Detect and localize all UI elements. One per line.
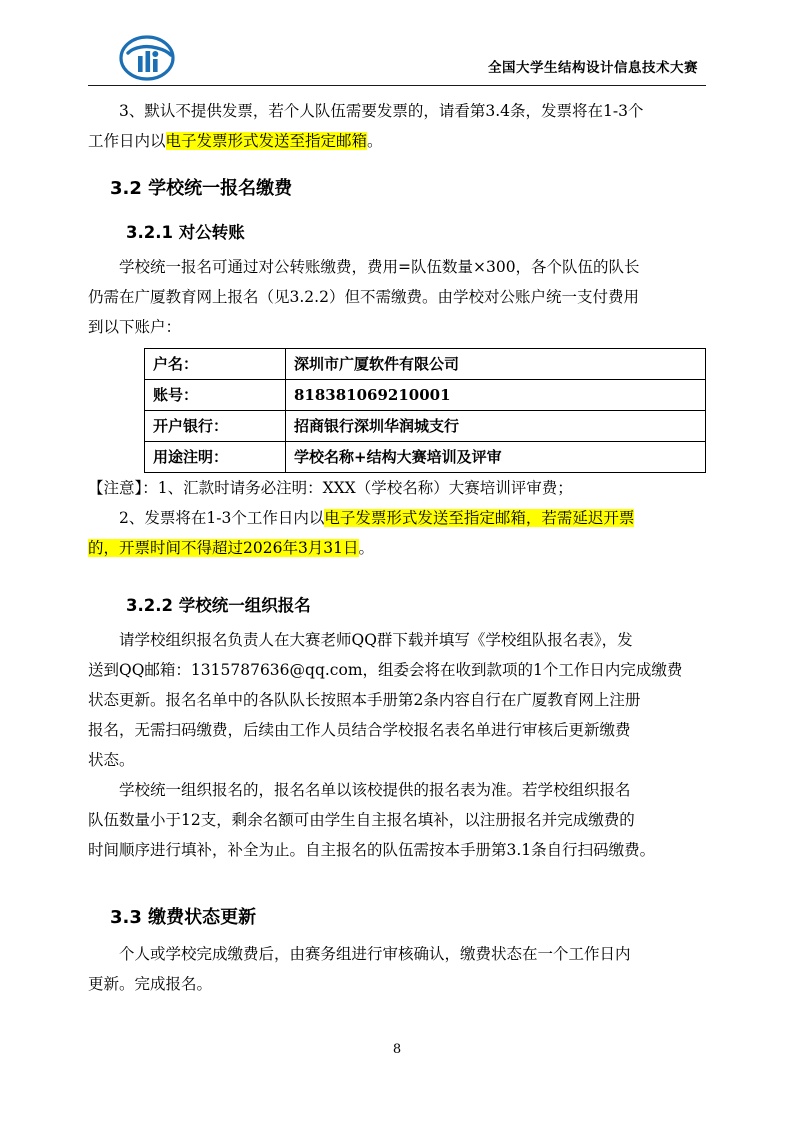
item3-highlight: 电子发票形式发送至指定邮箱 <box>165 132 368 150</box>
heading-3-3: 3.3 缴费状态更新 <box>110 907 257 928</box>
heading-3-2-2: 3.2.2 学校统一组织报名 <box>126 596 311 615</box>
paragraph-3-3-line2: 更新。完成报名。 <box>88 975 213 993</box>
paragraph-3-2-2b-line2: 队伍数量小于12支，剩余名额可由学生自主报名填补，以注册报名并完成缴费的 <box>88 811 635 829</box>
table-row <box>145 411 706 442</box>
paragraph-3-2-1-line1: 学校统一报名可通过对公转账缴费，费用=队伍数量×300，各个队伍的队长 <box>119 258 640 276</box>
document-body <box>88 86 706 999</box>
note-line-2-prefix: 2、发票将在1-3个工作日内以 <box>119 509 325 527</box>
page-number: 8 <box>392 1042 402 1057</box>
note-line-2 <box>88 503 706 533</box>
note-line-3 <box>88 533 706 563</box>
paragraph-3-2-2b-line1: 学校统一组织报名的，报名名单以该校提供的报名表为准。若学校组织报名 <box>119 781 631 799</box>
paragraph-item-3-line2 <box>88 126 706 156</box>
heading-3-2-1: 3.2.1 对公转账 <box>126 223 245 242</box>
page-header <box>88 26 706 82</box>
paragraph-3-2-2-line3: 状态更新。报名名单中的各队队长按照本手册第2条内容自行在广厦教育网上注册 <box>88 691 641 709</box>
note-line-1: 【注意】：1、汇款时请务必注明：XXX（学校名称）大赛培训评审费； <box>88 479 573 497</box>
note-line-3-highlight: 的，开票时间不得超过2026年3月31日 <box>88 539 359 557</box>
paragraph-3-2-2b-line3: 时间顺序进行填补，补全为止。自主报名的队伍需按本手册第3.1条自行扫码缴费。 <box>88 841 656 859</box>
item3-text-part2: 工作日内以 <box>88 132 166 150</box>
paragraph-item-3 <box>88 96 706 126</box>
paragraph-3-2-1-line2: 仍需在广厦教育网上报名（见3.2.2）但不需缴费。由学校对公账户统一支付费用 <box>88 288 639 306</box>
table-cell-label: 户名： <box>145 349 286 380</box>
paragraph-3-2-2-line1: 请学校组织报名负责人在大赛老师QQ群下载并填写《学校组队报名表》，发 <box>119 631 633 649</box>
paragraph-3-2-2-line5: 状态。 <box>88 751 135 769</box>
account-info-table <box>144 348 706 473</box>
item3-text-part1: 3、默认不提供发票，若个人队伍需要发票的，请看第3.4条，发票将在1-3个 <box>119 102 644 120</box>
header-title: 全国大学生结构设计信息技术大赛 <box>488 60 698 76</box>
item3-text-part3: 。 <box>367 132 383 150</box>
company-logo-icon <box>116 34 178 82</box>
note-line-3-suffix: 。 <box>358 539 375 557</box>
paragraph-3-2-2-line2: 送到QQ邮箱：1315787636@qq.com，组委会将在收到款项的1个工作日内完成缴费 <box>88 661 683 679</box>
table-row <box>145 442 706 473</box>
paragraph-3-3-line1: 个人或学校完成缴费后，由赛务组进行审核确认，缴费状态在一个工作日内 <box>119 945 631 963</box>
table-cell-label: 用途注明： <box>145 442 286 473</box>
table-cell-value: 招商银行深圳华润城支行 <box>286 411 706 442</box>
table-cell-value: 818381069210001 <box>286 380 706 411</box>
table-row <box>145 380 706 411</box>
table-row <box>145 349 706 380</box>
table-cell-value: 深圳市广厦软件有限公司 <box>286 349 706 380</box>
paragraph-3-2-2-line4: 报名，无需扫码缴费，后续由工作人员结合学校报名表名单进行审核后更新缴费 <box>88 721 631 739</box>
note-line-2-highlight: 电子发票形式发送至指定邮箱，若需延迟开票 <box>324 509 635 527</box>
table-cell-label: 账号： <box>145 380 286 411</box>
heading-3-2: 3.2 学校统一报名缴费 <box>110 178 293 199</box>
table-cell-value: 学校名称+结构大赛培训及评审 <box>286 442 706 473</box>
page-footer <box>0 1042 794 1057</box>
paragraph-3-2-1-line3: 到以下账户： <box>88 318 182 336</box>
table-cell-label: 开户银行： <box>145 411 286 442</box>
